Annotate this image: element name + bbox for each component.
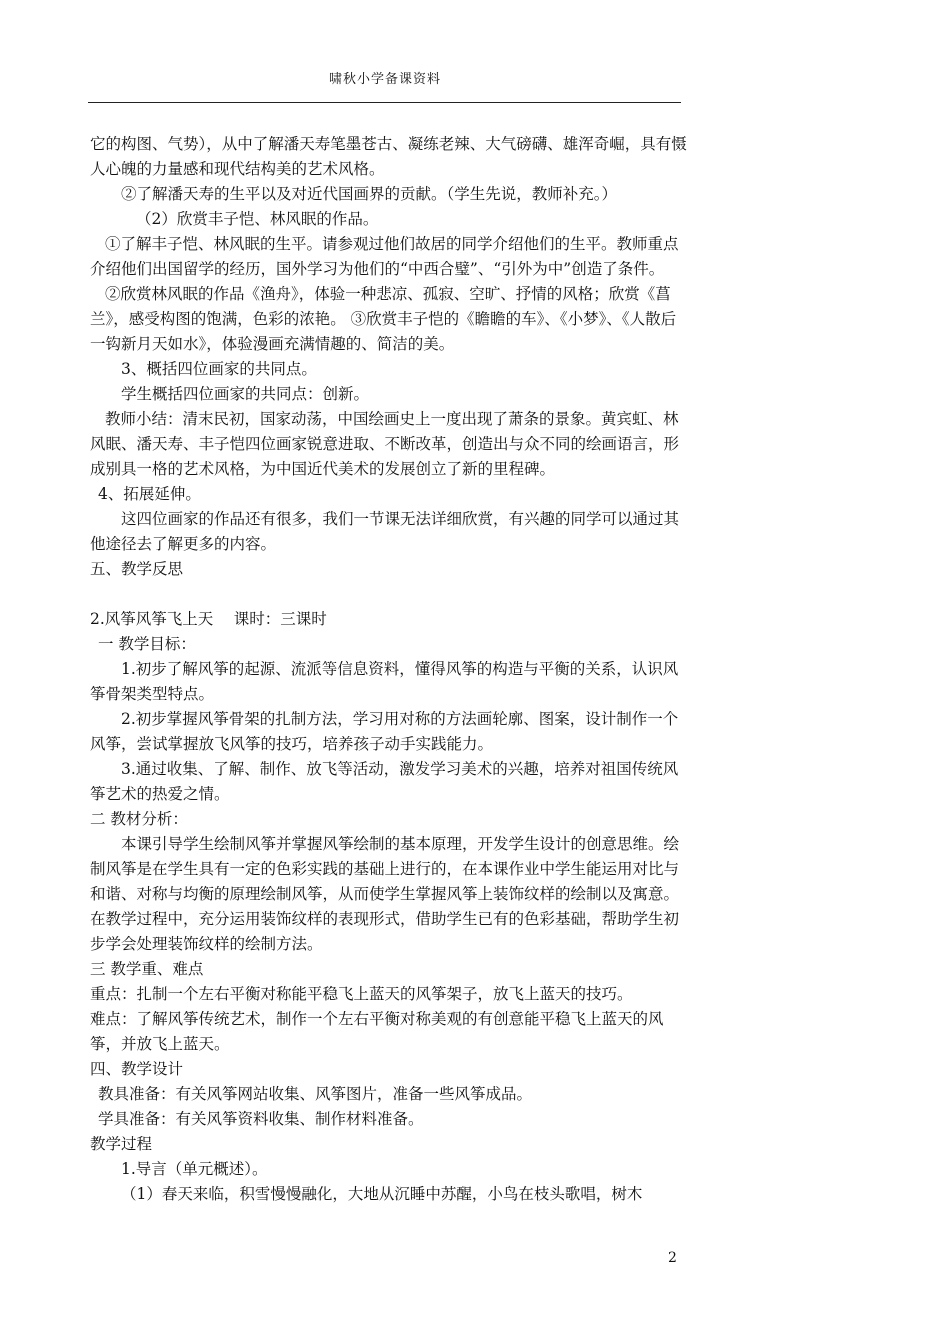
document-body	[90, 132, 690, 1207]
paragraph: 教具准备：有关风筝网站收集、风筝图片，准备一些风筝成品。	[98, 1085, 533, 1103]
paragraph: 4、拓展延伸。	[98, 485, 201, 503]
section-heading: 二 教材分析：	[90, 810, 188, 828]
header-rule	[88, 102, 681, 103]
paragraph: 这四位画家的作品还有很多，我们一节课无法详细欣赏，有兴趣的同学可以通过其他途径去了解更多的内容。	[90, 510, 680, 553]
section-heading: 四、教学设计	[90, 1060, 184, 1078]
paragraph: ①了解丰子恺、林风眠的生平。请参观过他们故居的同学介绍他们的生平。教师重点介绍他们出国留学的经历，国外学习为他们的“中西合璧”、“引外为中”创造了条件。	[90, 235, 679, 278]
paragraph: 本课引导学生绘制风筝并掌握风筝绘制的基本原理，开发学生设计的创意思维。绘制风筝是在学生具有一定的色彩实践的基础上进行的，在本课作业中学生能运用对比与和谐、对称与均衡的原理绘制风筝，从而使学生掌握风筝上装饰纹样的绘制以及寓意。在教学过程中，充分运用装饰纹样的表现形式，借助学生已有的色彩基础，帮助学生初步学会处理装饰纹样的绘制方法。	[90, 835, 680, 953]
paragraph: （2）欣赏丰子恺、林风眠的作品。	[136, 210, 379, 228]
paragraph: 学生概括四位画家的共同点：创新。	[121, 385, 370, 403]
paragraph: 学具准备：有关风筝资料收集、制作材料准备。	[98, 1110, 424, 1128]
paragraph: 难点：了解风筝传统艺术，制作一个左右平衡对称美观的有创意能平稳飞上蓝天的风筝，并放飞上蓝天。	[90, 1010, 664, 1053]
paragraph: 3、概括四位画家的共同点。	[121, 360, 317, 378]
lesson-title: 2.风筝风筝飞上天 课时：三课时	[90, 610, 327, 628]
paragraph: 1.初步了解风筝的起源、流派等信息资料，懂得风筝的构造与平衡的关系，认识风筝骨架类型特点。	[90, 660, 679, 703]
section-heading: 一 教学目标：	[98, 635, 196, 653]
page-header: 啸秋小学备课资料	[328, 72, 441, 87]
paragraph: 2.初步掌握风筝骨架的扎制方法，学习用对称的方法画轮廓、图案，设计制作一个风筝，尝试掌握放飞风筝的技巧，培养孩子动手实践能力。	[90, 710, 679, 753]
paragraph: 3.通过收集、了解、制作、放飞等活动，激发学习美术的兴趣，培养对祖国传统风筝艺术的热爱之情。	[90, 760, 679, 803]
blank-line	[90, 582, 690, 607]
paragraph: 教师小结：清末民初，国家动荡，中国绘画史上一度出现了萧条的景象。黄宾虹、林风眠、潘天寿、丰子恺四位画家锐意进取、不断改革，创造出与众不同的绘画语言，形成别具一格的艺术风格，为中国近代美术的发展创立了新的里程碑。	[90, 410, 680, 478]
section-heading: 三 教学重、难点	[90, 960, 204, 978]
paragraph: 重点：扎制一个左右平衡对称能平稳飞上蓝天的风筝架子，放飞上蓝天的技巧。	[90, 985, 633, 1003]
paragraph: ②了解潘天寿的生平以及对近代国画界的贡献。（学生先说，教师补充。）	[121, 185, 618, 203]
paragraph: 1.导言（单元概述）。	[121, 1160, 268, 1178]
paragraph: （1）春天来临，积雪慢慢融化，大地从沉睡中苏醒，小鸟在枝头歌唱，树木	[121, 1185, 643, 1203]
paragraph: ②欣赏林风眠的作品《渔舟》，体验一种悲凉、孤寂、空旷、抒情的风格；欣赏《菖兰》，感受构图的饱满，色彩的浓艳。 ③欣赏丰子恺的《瞻瞻的车》、《小梦》、《人散后一钩新月天如水》，体验漫画充满情趣的、简洁的美。	[90, 285, 677, 353]
page-number: 2	[668, 1250, 677, 1266]
section-heading: 五、教学反思	[90, 560, 184, 578]
section-heading: 教学过程	[90, 1135, 153, 1153]
paragraph: 它的构图、气势），从中了解潘天寿笔墨苍古、凝练老辣、大气磅礴、雄浑奇崛，具有慑人心魄的力量感和现代结构美的艺术风格。	[90, 135, 687, 178]
